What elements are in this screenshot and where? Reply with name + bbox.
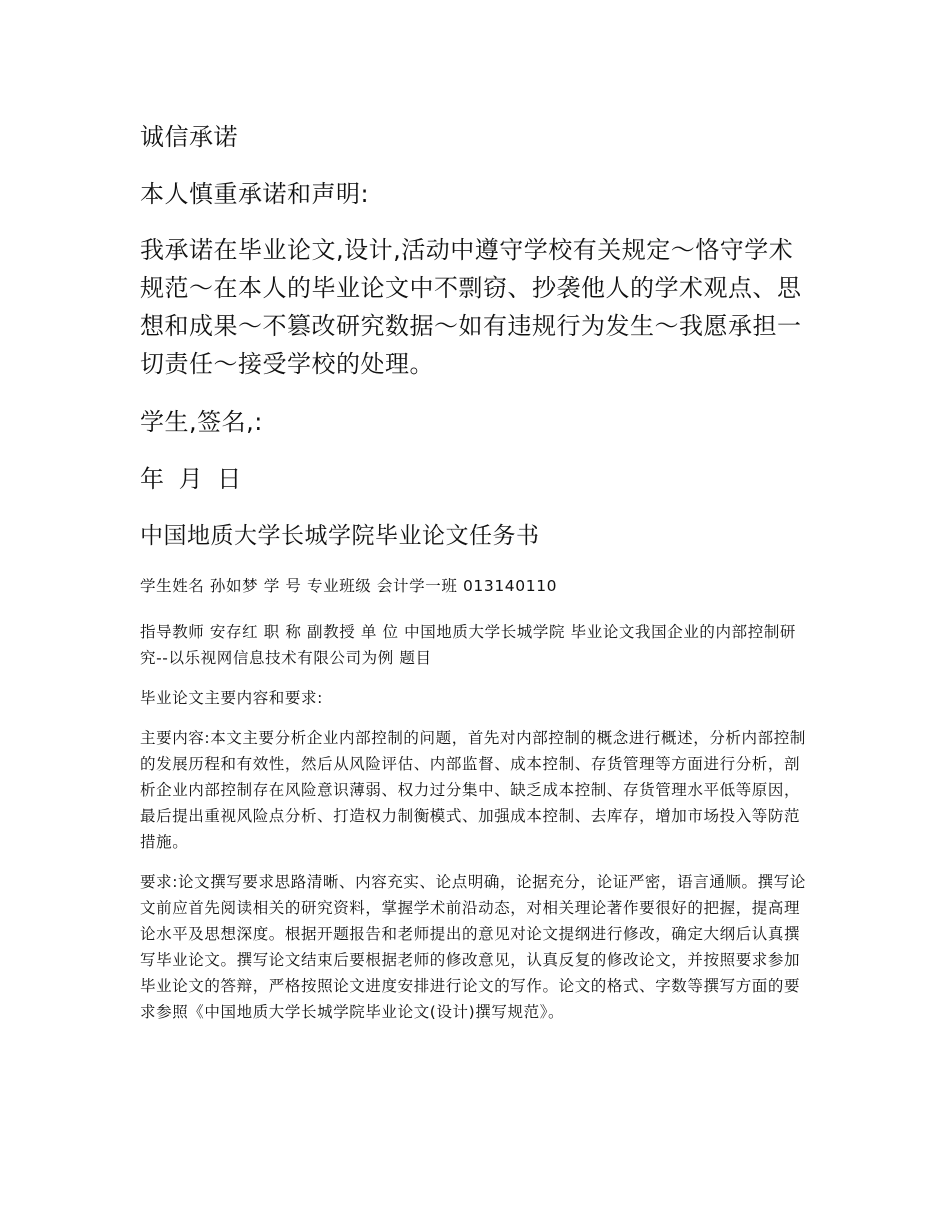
requirements-paragraph: 要求:论文撰写要求思路清晰、内容充实、论点明确，论据充分，论证严密，语言通顺。撰写论文前应首先阅读相关的研究资料，掌握学术前沿动态，对相关理论著作要很好的把握，提高理论水平及思想深度。根据开题报告和老师提出的意见对论文提纲进行修改，确定大纲后认真撰写毕业论文。撰写论文结束后要根据老师的修改意见，认真反复的修改论文，并按照要求参加毕业论文的答辩，严格按照论文进度安排进行论文的写作。论文的格式、字数等撰写方面的要求参照《中国地质大学长城学院毕业论文(设计)撰写规范》。	[140, 873, 806, 1021]
document-page	[140, 118, 812, 1039]
signature-line: 学生,签名,:	[140, 408, 263, 436]
declaration-line: 本人慎重承诺和声明:	[140, 180, 370, 208]
student-info: 学生姓名 孙如梦 学 号 专业班级 会计学一班 013140110	[140, 577, 558, 595]
main-content-paragraph: 主要内容:本文主要分析企业内部控制的问题，首先对内部控制的概念进行概述，分析内部控制的发展历程和有效性，然后从风险评估、内部监督、成本控制、存货管理等方面进行分析，剖析企业内部控制存在风险意识薄弱、权力过分集中、缺乏成本控制、存货管理水平低等原因，最后提出重视风险点分析、打造权力制衡模式、加强成本控制、去库存，增加市场投入等防范措施。	[140, 729, 806, 851]
pledge-body: 我承诺在毕业论文,设计,活动中遵守学校有关规定～恪守学术规范～在本人的毕业论文中不剽窃、抄袭他人的学术观点、思想和成果～不篡改研究数据～如有违规行为发生～我愿承担一切责任～接受学校的处理。	[140, 236, 802, 378]
content-heading: 毕业论文主要内容和要求:	[140, 689, 323, 707]
date-line: 年 月 日	[140, 465, 242, 493]
pledge-title: 诚信承诺	[140, 123, 238, 151]
task-book-title: 中国地质大学长城学院毕业论文任务书	[140, 523, 540, 549]
advisor-info: 指导教师 安存红 职 称 副教授 单 位 中国地质大学长城学院 毕业论文我国企业的内部控制研究--以乐视网信息技术有限公司为例 题目	[140, 623, 797, 667]
